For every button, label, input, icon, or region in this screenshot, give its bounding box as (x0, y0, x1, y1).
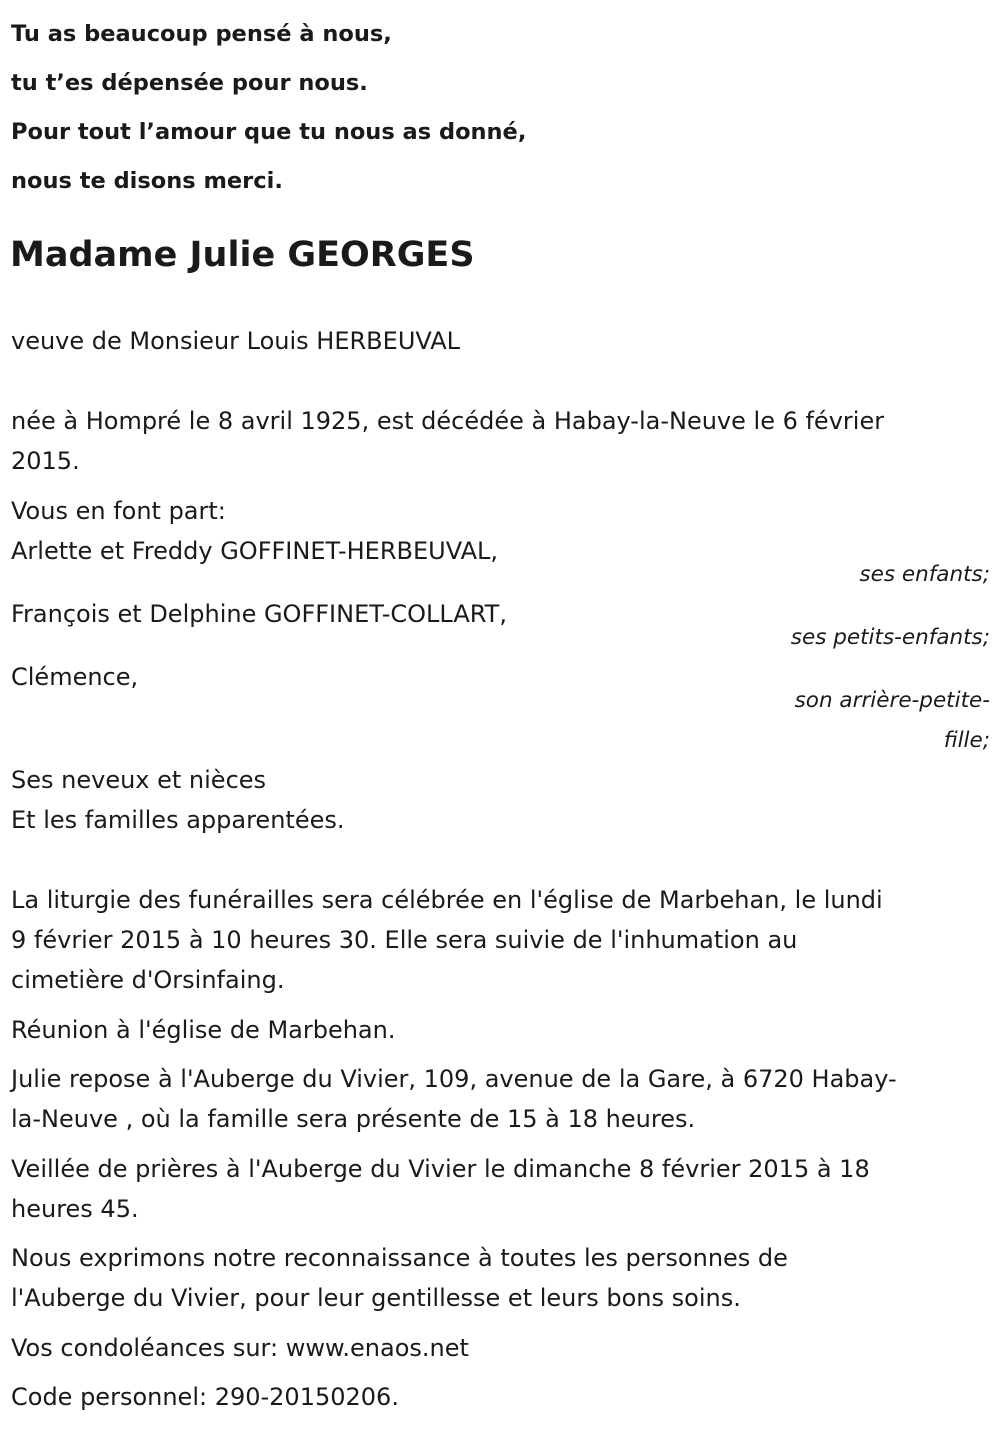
other-relatives: Et les familles apparentées. (11, 806, 345, 834)
memorial-poem (11, 10, 526, 206)
family-member-great-granddaughter: Clémence, (11, 663, 139, 691)
vigil-line: heures 45. (11, 1195, 139, 1223)
relation-great-granddaughter: fille; (943, 728, 990, 753)
relation-grandchildren: ses petits-enfants; (790, 625, 990, 650)
thanks-line: l'Auberge du Vivier, pour leur gentillesse et leurs bons soins. (11, 1284, 741, 1312)
birth-death-line: née à Hompré le 8 avril 1925, est décédée à Habay-la-Neuve le 6 février (11, 407, 885, 435)
meeting-line: Réunion à l'église de Marbehan. (11, 1016, 396, 1044)
poem-line: Pour tout l’amour que tu nous as donné, (11, 119, 527, 145)
other-relatives: Ses neveux et nièces (11, 766, 267, 794)
relation-children: ses enfants; (859, 562, 990, 587)
condolences-line: Vos condoléances sur: www.enaos.net (11, 1334, 469, 1362)
poem-line: Tu as beaucoup pensé à nous, (11, 21, 392, 47)
family-member-children: Arlette et Freddy GOFFINET-HERBEUVAL, (11, 537, 498, 565)
announcement-intro: Vous en font part: (11, 497, 226, 525)
spouse-line: veuve de Monsieur Louis HERBEUVAL (11, 327, 461, 355)
poem-line: tu t’es dépensée pour nous. (11, 70, 368, 96)
rest-line: la-Neuve , où la famille sera présente de 15 à 18 heures. (11, 1105, 696, 1133)
liturgy-line: La liturgie des funérailles sera célébrée en l'église de Marbehan, le lundi (11, 886, 883, 914)
relation-great-granddaughter: son arrière-petite- (794, 688, 990, 713)
liturgy-line: cimetière d'Orsinfaing. (11, 966, 285, 994)
rest-line: Julie repose à l'Auberge du Vivier, 109, avenue de la Gare, à 6720 Habay- (11, 1065, 897, 1093)
poem-line: nous te disons merci. (11, 168, 283, 194)
deceased-name: Madame Julie GEORGES (10, 235, 475, 275)
family-member-grandchildren: François et Delphine GOFFINET-COLLART, (11, 600, 507, 628)
thanks-line: Nous exprimons notre reconnaissance à toutes les personnes de (11, 1244, 788, 1272)
personal-code: Code personnel: 290-20150206. (11, 1383, 399, 1411)
vigil-line: Veillée de prières à l'Auberge du Vivier le dimanche 8 février 2015 à 18 (11, 1155, 870, 1183)
birth-death-line: 2015. (11, 447, 80, 475)
liturgy-line: 9 février 2015 à 10 heures 30. Elle sera suivie de l'inhumation au (11, 926, 798, 954)
